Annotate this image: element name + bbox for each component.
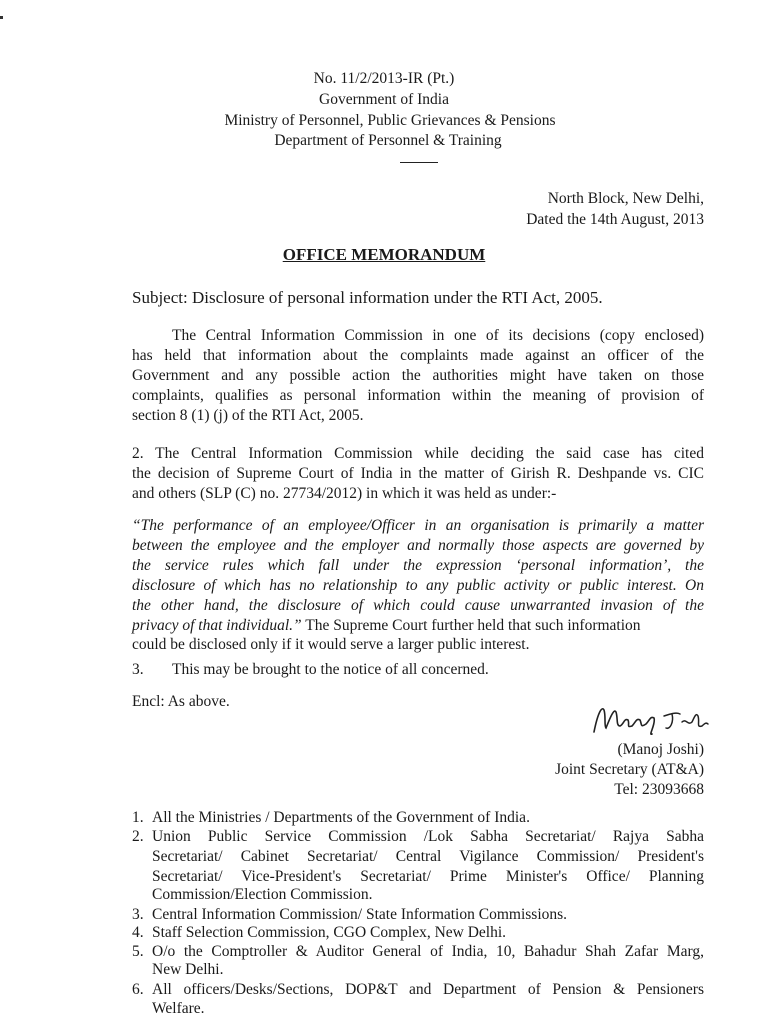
quote-line: between the employee and the employer and normally those aspects are governed by: [132, 537, 704, 554]
place-line: North Block, New Delhi,: [547, 190, 704, 207]
item-text: Union Public Service Commission /Lok Sabha Secretariat/ Rajya Sabha: [152, 828, 704, 845]
item-number: 1.: [132, 809, 144, 826]
quote-line: the service rules which fall under the expression ‘personal information’, the: [132, 557, 704, 574]
quote-last-line: [132, 617, 704, 635]
signatory-designation: Joint Secretary (AT&A): [555, 761, 704, 778]
item-text: Secretariat/ Vice-President's Secretariat/ Prime Minister's Office/ Planning: [152, 868, 704, 885]
quote-line: “The performance of an employee/Officer in an organisation is primarily a matter: [132, 517, 704, 534]
para1-line: has held that information about the complaints made against an officer of the: [132, 347, 704, 364]
signature-image: [590, 700, 710, 740]
date-line: Dated the 14th August, 2013: [526, 211, 704, 228]
scan-mark: [0, 16, 3, 19]
item-number: 2.: [132, 828, 144, 845]
subject-line: Subject: Disclosure of personal information under the RTI Act, 2005.: [132, 288, 603, 307]
item-number: 6.: [132, 981, 144, 998]
quote-italic-end: privacy of that individual.”: [132, 617, 302, 634]
memo-title: OFFICE MEMORANDUM: [282, 245, 486, 264]
signatory-telephone: Tel: 23093668: [614, 781, 704, 798]
item-text: O/o the Comptroller & Auditor General of India, 10, Bahadur Shah Zafar Marg,: [152, 943, 704, 960]
item-number: 5.: [132, 943, 144, 960]
government-line: Government of India: [319, 91, 449, 108]
signatory-name: (Manoj Joshi): [617, 741, 704, 758]
enclosure-line: Encl: As above.: [132, 693, 230, 710]
quote-line: disclosure of which has no relationship to any public activity or public interest. On: [132, 577, 704, 594]
header-divider: [400, 162, 438, 163]
quote-line: the other hand, the disclosure of which could cause unwarranted invasion of the: [132, 597, 704, 614]
para2-line: 2. The Central Information Commission while deciding the said case has cited: [132, 445, 704, 462]
para2-line: the decision of Supreme Court of India in the matter of Girish R. Deshpande vs. CIC: [132, 465, 704, 482]
file-number: No. 11/2/2013-IR (Pt.): [313, 70, 455, 87]
para3-number: 3.: [132, 661, 144, 678]
item-number: 4.: [132, 924, 144, 941]
para1-line: Government and any possible action the authorities might have taken on those: [132, 367, 704, 384]
item-number: 3.: [132, 906, 144, 923]
item-text: Staff Selection Commission, CGO Complex, New Delhi.: [152, 924, 507, 941]
para1-line: complaints, qualifies as personal information within the meaning of provision of: [132, 387, 704, 404]
para3-text: This may be brought to the notice of all concerned.: [172, 661, 489, 678]
quote-end-line: could be disclosed only if it would serve a larger public interest.: [132, 636, 530, 653]
item-text: All officers/Desks/Sections, DOP&T and Department of Pension & Pensioners: [152, 981, 704, 998]
department-line: Department of Personnel & Training: [274, 132, 502, 149]
item-text: Welfare.: [152, 1000, 205, 1017]
item-text: Central Information Commission/ State Information Commissions.: [152, 906, 568, 923]
item-text: Commission/Election Commission.: [152, 886, 373, 903]
item-text: Secretariat/ Cabinet Secretariat/ Central Vigilance Commission/ President's: [152, 848, 704, 865]
item-text: New Delhi.: [152, 961, 224, 978]
para2-line: and others (SLP (C) no. 27734/2012) in which it was held as under:-: [132, 485, 557, 502]
ministry-line: Ministry of Personnel, Public Grievances & Pensions: [224, 112, 556, 129]
para1-line: The Central Information Commission in one of its decisions (copy enclosed): [172, 327, 704, 344]
item-text: All the Ministries / Departments of the Government of India.: [152, 809, 530, 826]
quote-continuation: The Supreme Court further held that such information: [301, 617, 641, 634]
para1-line: section 8 (1) (j) of the RTI Act, 2005.: [132, 407, 364, 424]
